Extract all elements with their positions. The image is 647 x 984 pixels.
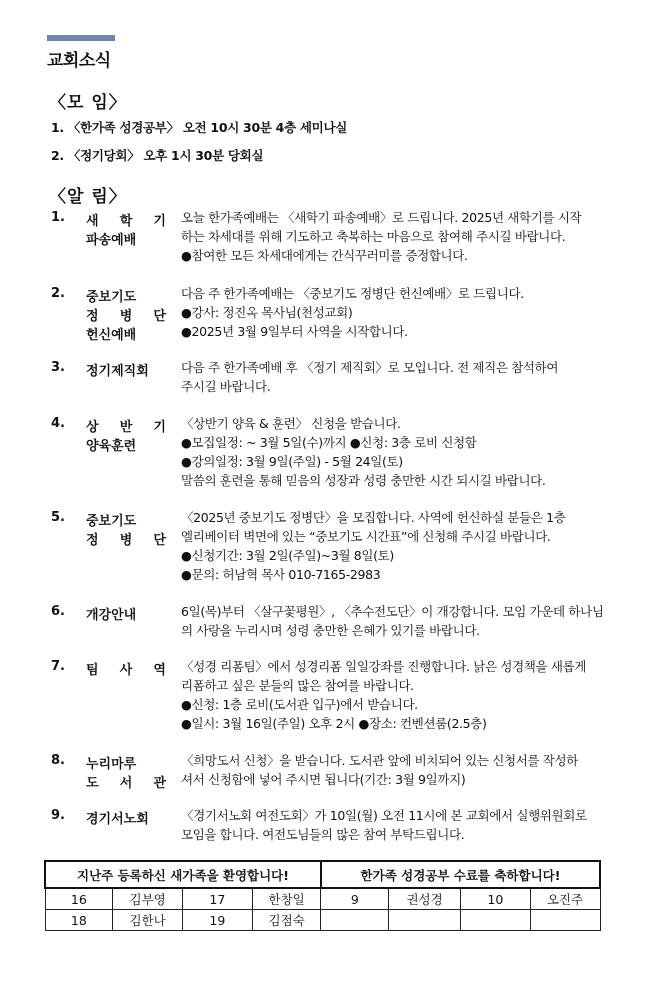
- notice-text-line: 오늘 한가족예배는 〈새학기 파송예배〉로 드립니다. 2025년 새학기를 시작: [181, 210, 582, 225]
- notice-text-line: 〈2025년 중보기도 정병단〉을 모집합니다. 사역에 헌신하실 분들은 1층: [181, 510, 566, 525]
- notice-text-line: ●신청: 1층 로비(도서관 입구)에서 받습니다.: [181, 697, 418, 712]
- notice-text-line: 모임을 합니다. 여전도님들의 많은 참여 부탁드립니다.: [181, 827, 465, 842]
- notice-text-line: 의 사랑을 누리시며 성령 충만한 은혜가 있기를 바랍니다.: [181, 623, 480, 638]
- table-cell: 김부영: [113, 888, 183, 910]
- notice-number: 4.: [51, 416, 65, 431]
- notice-text-line: 엘리베이터 벽면에 있는 “중보기도 시간표”에 신청해 주시길 바랍니다.: [181, 529, 551, 544]
- notice-number: 1.: [51, 210, 65, 225]
- notice-text-line: 말씀의 훈련을 통해 믿음의 성장과 성령 충만한 시간 되시길 바랍니다.: [181, 473, 546, 488]
- notice-text-line: 〈희망도서 신청〉을 받습니다. 도서관 앞에 비치되어 있는 신청서를 작성하: [181, 753, 578, 768]
- table-cell: 17: [183, 888, 253, 910]
- notices-heading: 〈알 림〉: [49, 187, 127, 207]
- table-cell: [460, 910, 530, 931]
- notice-text-line: ●참여한 모든 차세대에게는 간식꾸러미를 증정합니다.: [181, 248, 468, 263]
- notice-label: 팀 사 역: [86, 663, 166, 678]
- notice-label: 누리마루: [86, 757, 137, 772]
- meetings-heading: 〈모 임〉: [49, 93, 127, 113]
- notice-text-line: ●문의: 허남혁 목사 010-7165-2983: [181, 567, 381, 582]
- notice-text-line: 주시길 바랍니다.: [181, 379, 271, 394]
- notice-number: 7.: [51, 659, 65, 674]
- notice-text-line: 하는 차세대를 위해 기도하고 축복하는 마음으로 참여해 주시길 바랍니다.: [181, 229, 566, 244]
- table-cell: [530, 910, 600, 931]
- notice-label: 상 반 기: [86, 420, 166, 435]
- notice-text-line: 리폼하고 싶은 분들의 많은 참여를 바랍니다.: [181, 678, 414, 693]
- notice-number: 8.: [51, 753, 65, 768]
- table-cell: 10: [460, 888, 530, 910]
- notice-text-line: 다음 주 한가족예배 후 〈정기 제직회〉로 모입니다. 전 제직은 참석하여: [181, 360, 559, 375]
- notice-number: 6.: [51, 604, 65, 619]
- table-cell: 김한나: [113, 910, 183, 931]
- notice-text-line: ●2025년 3월 9일부터 사역을 시작합니다.: [181, 324, 408, 339]
- table-cell: 16: [45, 888, 113, 910]
- notice-text-line: 〈경기서노회 여전도회〉가 10일(월) 오전 11시에 본 교회에서 실행위원회로: [181, 808, 587, 823]
- notice-label: 파송예배: [86, 233, 137, 248]
- notice-text-line: 셔서 신청함에 넣어 주시면 됩니다(기간: 3월 9일까지): [181, 772, 466, 787]
- notice-label: 정 병 단: [86, 533, 166, 548]
- notice-label: 경기서노회: [86, 812, 149, 827]
- notice-number: 5.: [51, 510, 65, 525]
- table-row: [45, 910, 600, 931]
- table-cell: 권성경: [389, 888, 461, 910]
- table-cell: [389, 910, 461, 931]
- notice-label: 헌신예배: [86, 328, 137, 343]
- notice-text-line: 다음 주 한가족예배는 〈중보기도 정병단 헌신예배〉로 드립니다.: [181, 286, 524, 301]
- table-row: [45, 888, 600, 910]
- notice-label: 양육훈련: [86, 439, 137, 454]
- table-cell: 18: [45, 910, 113, 931]
- table-cell: [321, 910, 389, 931]
- notice-text-line: 〈성경 리폼팀〉에서 성경리폼 일일강좌를 진행합니다. 낡은 성경책을 새롭게: [181, 659, 587, 674]
- meeting-item: 1. 〈한가족 성경공부〉 오전 10시 30분 4층 세미나실: [51, 120, 347, 135]
- new-family-table: [44, 860, 601, 931]
- notice-number: 2.: [51, 286, 65, 301]
- header-accent-bar: [47, 35, 115, 41]
- notice-text-line: ●일시: 3월 16일(주일) 오후 2시 ●장소: 컨벤션룸(2.5층): [181, 716, 487, 731]
- notice-label: 중보기도: [86, 290, 137, 305]
- meeting-item: 2. 〈정기당회〉 오후 1시 30분 당회실: [51, 148, 264, 163]
- notice-number: 3.: [51, 360, 65, 375]
- page-title: 교회소식: [47, 51, 111, 71]
- notice-text-line: ●강사: 정진옥 목사님(천성교회): [181, 305, 353, 320]
- notice-label: 정기제직회: [86, 364, 149, 379]
- notice-text-line: ●강의일정: 3월 9일(주일) - 5월 24일(토): [181, 454, 403, 469]
- notice-text-line: 〈상반기 양육 & 훈련〉 신청을 받습니다.: [181, 416, 401, 431]
- table-cell: 김점숙: [252, 910, 321, 931]
- welcome-heading: 지난주 등록하신 새가족을 환영합니다!: [45, 861, 321, 888]
- notice-label: 개강안내: [86, 608, 137, 623]
- table-cell: 9: [321, 888, 389, 910]
- table-cell: 19: [183, 910, 253, 931]
- table-cell: 오진주: [530, 888, 600, 910]
- graduate-heading: 한가족 성경공부 수료를 축하합니다!: [321, 861, 600, 888]
- notice-text-line: ●모집일정: ~ 3월 5일(수)까지 ●신청: 3층 로비 신청함: [181, 435, 477, 450]
- notice-label: 새 학 기: [86, 214, 166, 229]
- notice-label: 도 서 관: [86, 776, 166, 791]
- table-cell: 한창일: [252, 888, 321, 910]
- notice-text-line: ●신청기간: 3월 2일(주일)~3월 8일(토): [181, 548, 394, 563]
- notice-text-line: 6일(목)부터 〈살구꽃평원〉, 〈추수전도단〉이 개강합니다. 모임 가운데 하나님: [181, 604, 604, 619]
- notice-number: 9.: [51, 808, 65, 823]
- notice-label: 중보기도: [86, 514, 137, 529]
- notice-label: 정 병 단: [86, 309, 166, 324]
